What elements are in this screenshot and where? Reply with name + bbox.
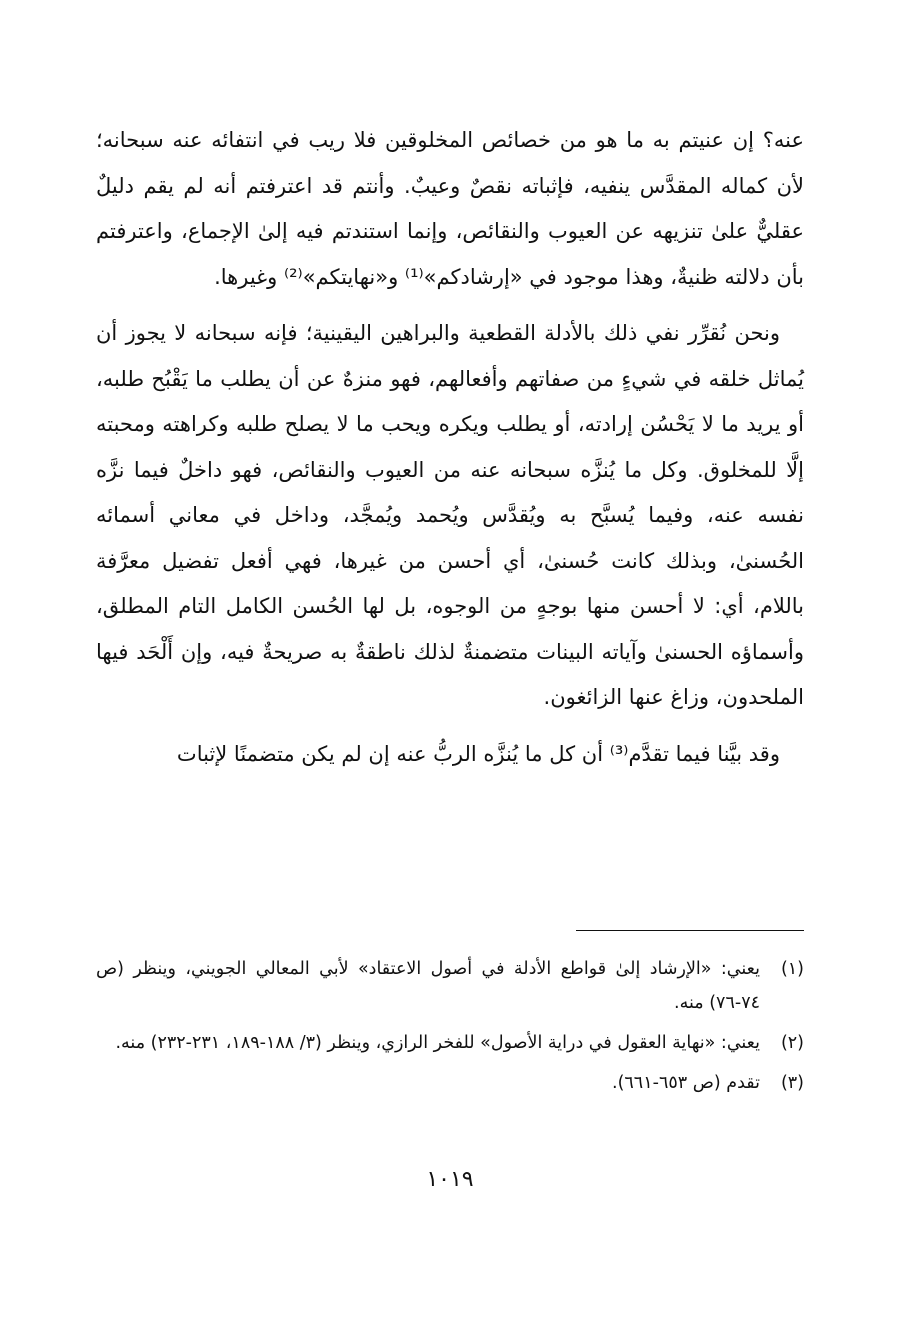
footnote-3 bbox=[96, 1066, 804, 1100]
page-number: ١٠١٩ bbox=[426, 1167, 474, 1192]
main-text bbox=[96, 118, 804, 788]
footnote-text: تقدم (ص ٦٥٣-٦٦١). bbox=[612, 1073, 760, 1093]
footnote-number: (٣) bbox=[780, 1073, 804, 1093]
footnote-number: (١) bbox=[780, 959, 804, 979]
paragraph-2: ونحن نُقرِّر نفي ذلك بالأدلة القطعية والبراهين اليقينية؛ فإنه سبحانه لا يجوز أن يُماثل خلقه في شيءٍ من صفاتهم وأفعالهم، فهو منزهٌ عن أن يطلب ما يَقْبُح طلبه، أو يريد ما لا يَحْسُن إرادته، أو يطلب ويكره ويحب ما لا يصلح طلبه وكراهته ومحبته إلَّا للمخلوق. وكل ما يُنزَّه سبحانه عنه من العيوب والنقائص، فهو داخلٌ فيما نزَّه نفسه عنه، وفيما يُسبَّح به ويُقدَّس ويُحمد ويُمجَّد، وداخل في معاني أسمائه الحُسنىٰ، وبذلك كانت حُسنىٰ، أي أحسن من غيرها، فهي أفعل تفضيل معرَّفة باللام، أي: لا أحسن منها بوجهٍ من الوجوه، بل لها الحُسن الكامل التام المطلق، وأسماؤه الحسنىٰ وآياته البينات متضمنةٌ لذلك ناطقةٌ به صريحةٌ فيه، وإن أَلْحَد فيها الملحدون، وزاغ عنها الزائغون. bbox=[96, 321, 804, 709]
footnotes bbox=[96, 952, 804, 1106]
paragraph-1: عنه؟ إن عنيتم به ما هو من خصائص المخلوقين فلا ريب في انتفائه عنه سبحانه؛ لأن كماله المقدَّس ينفيه، فإثباته نقصٌ وعيبٌ. وأنتم قد اعترفتم أنه لم يقم دليلٌ عقليٌّ علىٰ تنزيهه عن العيوب والنقائص، وإنما استندتم فيه إلىٰ الإجماع، واعترفتم بأن دلالته ظنيةٌ، وهذا موجود في «إرشادكم»⁽¹⁾ و«نهايتكم»⁽²⁾ وغيرها. bbox=[96, 128, 804, 289]
footnote-2 bbox=[96, 1026, 804, 1060]
footnote-number: (٢) bbox=[780, 1033, 804, 1053]
footnote-text: يعني: «نهاية العقول في دراية الأصول» للفخر الرازي، وينظر (٣/ ١٨٨-١٨٩، ٢٣١-٢٣٢) منه. bbox=[115, 1033, 760, 1053]
paragraph-3: وقد بيَّنا فيما تقدَّم⁽³⁾ أن كل ما يُنزَّه الربُّ عنه إن لم يكن متضمنًا لإثبات bbox=[176, 741, 780, 766]
footnote-1 bbox=[96, 952, 804, 1020]
footnote-separator bbox=[576, 930, 804, 931]
footnote-text: يعني: «الإرشاد إلىٰ قواطع الأدلة في أصول الاعتقاد» لأبي المعالي الجويني، وينظر (ص ٧٤-٧٦) منه. bbox=[96, 959, 760, 1013]
